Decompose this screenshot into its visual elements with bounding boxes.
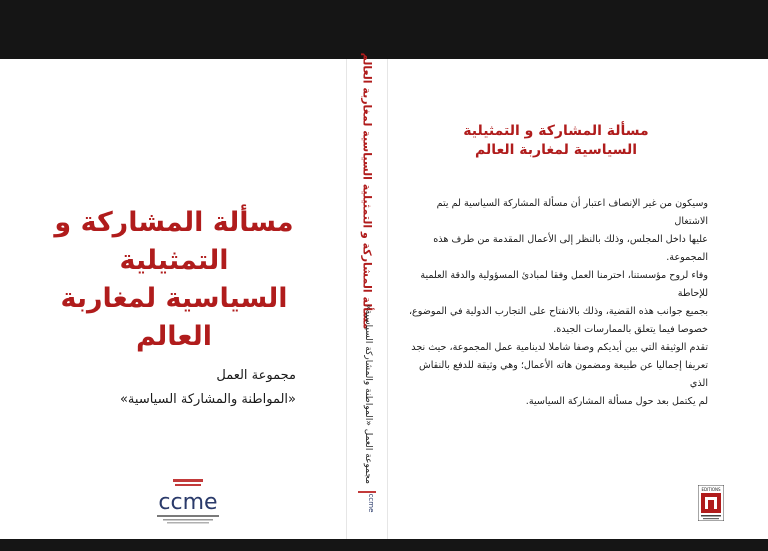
front-cover <box>386 59 768 539</box>
front-cover-title <box>436 122 676 160</box>
svg-text:EDITIONS: EDITIONS <box>701 487 721 492</box>
book-spine <box>346 52 388 539</box>
publisher-logo-icon <box>698 485 724 521</box>
back-cover-title <box>30 204 318 356</box>
front-cover-text <box>408 195 708 411</box>
svg-text:ccme: ccme <box>367 493 375 513</box>
back-title-line-1: مسألة المشاركة و التمثيلية <box>54 207 294 276</box>
spine-group-text: مجموعة العمل «المواطنة والمشاركة السياسية» <box>363 304 373 484</box>
ccme-logo <box>148 479 228 527</box>
paragraph-line: وسيكون من غير الإنصاف اعتبار أن مسألة المشاركة السياسية لم يتم الاشتغال <box>436 198 708 227</box>
paragraph-line: عليها داخل المجلس، وذلك بالنظر إلى الأعمال المقدمة من طرف هذه المجموعة. <box>433 234 708 263</box>
back-title-line-2: السياسية لمغاربة العالم <box>60 283 288 352</box>
spine-logo-icon <box>356 489 378 515</box>
paragraph-line: لم يكتمل بعد حول مسألة المشاركة السياسية. <box>525 396 708 407</box>
spine-group <box>363 299 373 489</box>
ccme-logo-icon <box>151 479 225 527</box>
spine-title-text: مسألة المشاركة و التمثيلية السياسية لمغاربة العالم <box>360 52 374 330</box>
svg-text:ccme: ccme <box>158 490 218 515</box>
paragraph-line: تعريفا إجماليا عن طبيعة ومضمون هاته الأعمال؛ وهي وثيقة للدفع بالنقاش الذي <box>419 360 708 389</box>
top-black-band <box>0 0 768 59</box>
paragraph-line: وفاء لروح مؤسستنا، احترمنا العمل وفقا لمبادئ المسؤولية والدقة العلمية للإحاطة <box>420 270 708 299</box>
publisher-logo <box>698 485 724 521</box>
front-title-line-1: مسألة المشاركة و التمثيلية <box>463 123 649 139</box>
spine-ccme-logo <box>356 489 378 515</box>
paragraph-line: تقدم الوثيقة التي بين أيديكم وصفا شاملا لدينامية عمل المجموعة، حيث نجد <box>411 342 708 353</box>
bottom-black-band <box>0 539 768 551</box>
group-line-2: «المواطنة والمشاركة السياسية» <box>119 392 296 407</box>
paragraph-line: خصوصا فيما يتعلق بالممارسات الجيدة. <box>553 324 708 335</box>
paragraph-line: بجميع جوانب هذه القضية، وذلك بالانفتاح على التجارب الدولية في الموضوع، <box>408 306 708 317</box>
spine-title <box>359 52 375 330</box>
working-group-label <box>30 364 296 412</box>
group-line-1: مجموعة العمل <box>216 368 296 383</box>
back-cover <box>0 59 346 539</box>
front-title-line-2: السياسية لمغاربة العالم <box>474 142 638 158</box>
